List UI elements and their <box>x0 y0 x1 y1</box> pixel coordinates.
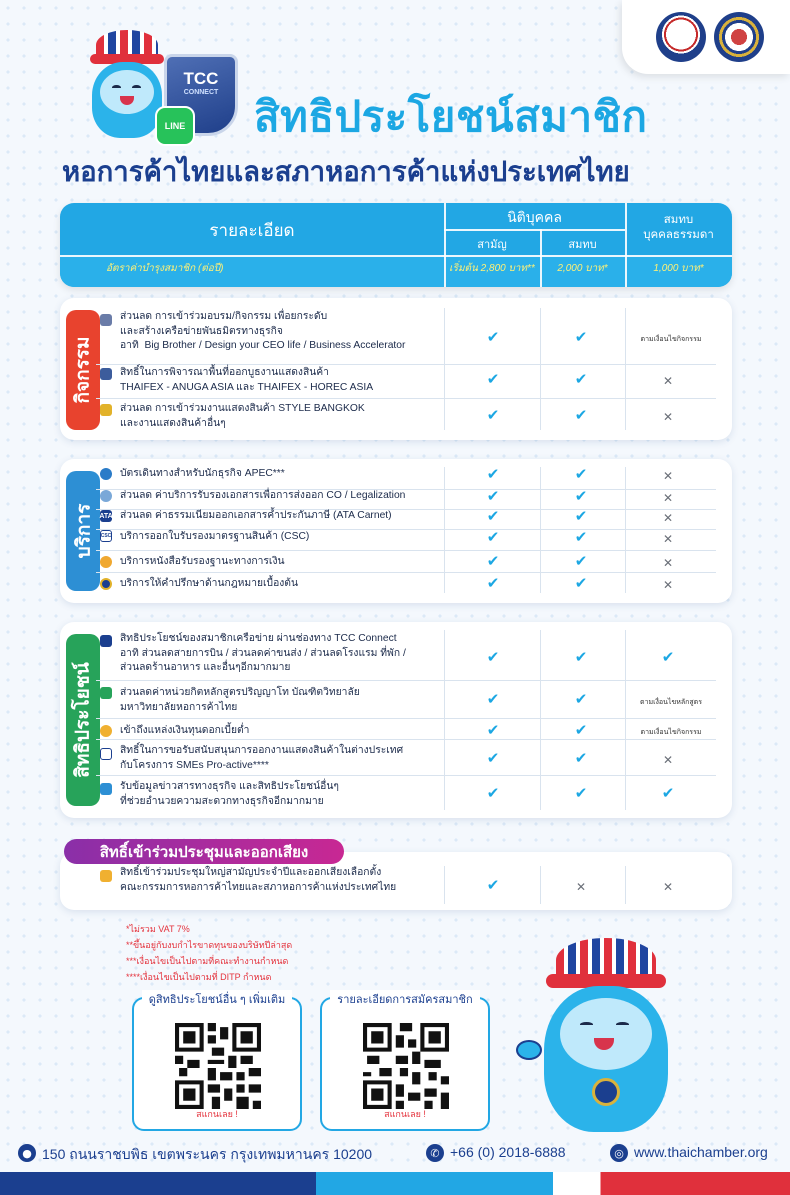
tick-icon: ✔ <box>574 370 588 388</box>
tick-icon: ✔ <box>486 465 500 483</box>
qr-scan-label: สแกนเลย ! <box>384 1109 426 1119</box>
smes-icon <box>100 748 112 760</box>
cross-icon: ✕ <box>575 880 587 894</box>
tick-icon: ✔ <box>486 487 500 505</box>
location-icon: ● <box>18 1144 36 1162</box>
tick-icon: ✔ <box>574 487 588 505</box>
cross-icon: ✕ <box>662 532 674 546</box>
tick-icon: ✔ <box>574 648 588 666</box>
cross-icon: ✕ <box>662 578 674 592</box>
ata-icon: ATA <box>100 510 112 522</box>
header-associate: สมทบ <box>568 239 597 251</box>
voting-row-1: สิทธิ์เข้าร่วมประชุมใหญ่สามัญประจำปีและออกเสียงเลือกตั้ง คณะกรรมการหอการค้าไทยและสภาหอการค้าแห่งประเทศไทย <box>120 867 397 893</box>
footnote-4: ****เงื่อนไขเป็นไปตามที่ DITP กำหนด <box>126 972 272 982</box>
apec-icon <box>100 468 112 480</box>
fee-ordinary: เริ่มต้น 2,800 บาท** <box>449 263 535 274</box>
footnote-3: ***เงื่อนไขเป็นไปตามที่คณะทำงานกำหนด <box>126 956 289 966</box>
tick-icon: ✔ <box>661 648 675 666</box>
tcc-connect-icon <box>100 635 112 647</box>
tick-icon: ✔ <box>486 370 500 388</box>
cross-icon: ✕ <box>662 491 674 505</box>
bottom-color-bar <box>0 1172 790 1195</box>
news-icon <box>100 783 112 795</box>
csc-icon: CSC <box>100 530 112 542</box>
law-icon <box>100 578 112 590</box>
tick-icon: ✔ <box>574 406 588 424</box>
benefits-tab: สิทธิประโยชน์ <box>66 634 100 806</box>
cross-icon: ✕ <box>662 374 674 388</box>
mascot-top <box>86 30 166 140</box>
finance-icon <box>100 556 112 568</box>
header-ordinary: สามัญ <box>477 239 507 251</box>
phone-icon: ✆ <box>426 1144 444 1162</box>
footnote-2: **ขึ้นอยู่กับงบกำไรขาดทุนของบริษัทปีล่าสุด <box>126 940 293 950</box>
tick-icon: ✔ <box>661 784 675 802</box>
header-juristic: นิติบุคคล <box>507 209 562 225</box>
benefits-row-1: สิทธิประโยชน์ของสมาชิกเครือข่าย ผ่านช่องทาง TCC Connect อาทิ ส่วนลดสายการบิน / ส่วนลดค่าขนส่ง / ส่วนลดโรงแรม ที่พัก / ส่วนลดร้านอาหาร และอื่นๆอีกมากมาย <box>120 633 406 673</box>
benefits-row-3: เข้าถึงแหล่งเงินทุนดอกเบี้ยต่ำ <box>120 725 250 736</box>
activities-row-2: สิทธิ์ในการพิจารณาพื้นที่ออกบูธงานแสดงสินค้า THAIFEX - ANUGA ASIA และ THAIFEX - HOREC ASIA <box>120 367 374 393</box>
tick-icon: ✔ <box>574 749 588 767</box>
footnote-1: *ไม่รวม VAT 7% <box>126 924 190 934</box>
services-row-1: บัตรเดินทางสำหรับนักธุรกิจ APEC*** <box>120 468 285 479</box>
activities-tab: กิจกรรม <box>66 310 100 430</box>
fee-label: อัตราค่าบำรุงสมาชิก (ต่อปี) <box>106 263 224 274</box>
mascot-bottom <box>530 938 680 1134</box>
board-of-trade-seal-icon <box>714 12 764 62</box>
activities-row-3: ส่วนลด การเข้าร่วมงานแสดงสินค้า STYLE BANGKOK และงานแสดงสินค้าอื่นๆ <box>120 403 365 429</box>
tick-icon: ✔ <box>574 574 588 592</box>
tick-icon: ✔ <box>574 552 588 570</box>
services-tab: บริการ <box>66 471 100 591</box>
tick-icon: ✔ <box>574 690 588 708</box>
qr-registration-label: รายละเอียดการสมัครสมาชิก <box>330 990 480 1008</box>
activities-row-1: ส่วนลด การเข้าร่วมอบรม/กิจกรรม เพื่อยกระดับ และสร้างเครือข่ายพันธมิตรทางธุรกิจ อาทิ Big Brother / Design your CEO life / Business Accelerator <box>120 311 406 351</box>
tick-icon: ✔ <box>486 784 500 802</box>
condition-note: ตามเงื่อนไขกิจกรรม <box>640 336 702 343</box>
page-subtitle: หอการค้าไทยและสภาหอการค้าแห่งประเทศไทย <box>62 156 630 187</box>
tick-icon: ✔ <box>486 406 500 424</box>
services-row-5: บริการหนังสือรับรองฐานะทางการเงิน <box>120 556 285 567</box>
cross-icon: ✕ <box>662 753 674 767</box>
footer-phone[interactable]: +66 (0) 2018-6888 <box>450 1144 566 1160</box>
tick-icon: ✔ <box>486 507 500 525</box>
tick-icon: ✔ <box>574 465 588 483</box>
services-row-4: บริการออกใบรับรองมาตรฐานสินค้า (CSC) <box>120 531 310 542</box>
membership-header <box>60 203 732 287</box>
line-icon: LINE <box>155 106 195 146</box>
cross-icon: ✕ <box>662 880 674 894</box>
benefits-row-5: รับข้อมูลข่าวสารทางธุรกิจ และสิทธิประโยชน์อื่นๆ ที่ช่วยอำนวยความสะดวกทางธุรกิจอีกมากมาย <box>120 781 339 807</box>
graduate-icon <box>100 687 112 699</box>
tick-icon: ✔ <box>486 648 500 666</box>
mascot-hand <box>516 1040 542 1060</box>
services-row-6: บริการให้คำปรึกษาด้านกฎหมายเบื้องต้น <box>120 578 299 589</box>
vote-icon <box>100 870 112 882</box>
tick-icon: ✔ <box>574 507 588 525</box>
fee-individual: 1,000 บาท* <box>653 263 704 274</box>
tick-icon: ✔ <box>486 690 500 708</box>
style-bangkok-icon <box>100 404 112 416</box>
services-row-3: ส่วนลด ค่าธรรมเนียมออกเอกสารค้ำประกันภาษี (ATA Carnet) <box>120 510 392 521</box>
booth-icon <box>100 368 112 380</box>
mascot-badge-icon <box>592 1078 620 1106</box>
tick-icon: ✔ <box>486 552 500 570</box>
tick-icon: ✔ <box>574 721 588 739</box>
coins-icon <box>100 725 112 737</box>
benefits-row-4: สิทธิ์ในการขอรับสนับสนุนการออกงานแสดงสินค้าในต่างประเทศ กับโครงการ SMEs Pro-active**** <box>120 745 404 771</box>
tick-icon: ✔ <box>574 528 588 546</box>
cross-icon: ✕ <box>662 511 674 525</box>
footer-address: 150 ถนนราชบพิธ เขตพระนคร กรุงเทพมหานคร 10200 <box>42 1146 373 1162</box>
benefits-row-2: ส่วนลดค่าหน่วยกิตหลักสูตรปริญญาโท บัณฑิตวิทยาลัย มหาวิทยาลัยหอการค้าไทย <box>120 687 360 713</box>
co-icon <box>100 490 112 502</box>
tick-icon: ✔ <box>486 574 500 592</box>
thai-chamber-seal-icon <box>656 12 706 62</box>
tick-icon: ✔ <box>574 784 588 802</box>
services-row-2: ส่วนลด ค่าบริการรับรองเอกสารเพื่อการส่งออก CO / Legalization <box>120 490 406 501</box>
tick-icon: ✔ <box>486 876 500 894</box>
page-title: สิทธิประโยชน์สมาชิก <box>254 93 648 140</box>
qr-code-icon[interactable] <box>175 1023 261 1109</box>
voting-banner: สิทธิ์เข้าร่วมประชุมและออกเสียง <box>64 839 344 864</box>
tick-icon: ✔ <box>486 528 500 546</box>
footer-website[interactable]: www.thaichamber.org <box>634 1144 768 1160</box>
header-individual-associate: สมทบ บุคคลธรรมดา <box>643 214 714 241</box>
cross-icon: ✕ <box>662 556 674 570</box>
cross-icon: ✕ <box>662 469 674 483</box>
logo-corner <box>622 0 790 74</box>
tick-icon: ✔ <box>486 721 500 739</box>
tcc-connect-badge: TCC CONNECT <box>164 54 238 136</box>
qr-registration[interactable] <box>320 994 490 1131</box>
qr-benefits[interactable] <box>132 994 302 1131</box>
condition-note: ตามเงื่อนไขหลักสูตร <box>640 699 702 706</box>
header-details: รายละเอียด <box>209 221 295 240</box>
tick-icon: ✔ <box>574 328 588 346</box>
qr-code-icon[interactable] <box>363 1023 449 1109</box>
globe-icon: ◎ <box>610 1144 628 1162</box>
fee-associate: 2,000 บาท* <box>557 263 608 274</box>
tick-icon: ✔ <box>486 328 500 346</box>
condition-note: ตามเงื่อนไขกิจกรรม <box>640 729 702 736</box>
qr-scan-label: สแกนเลย ! <box>196 1109 238 1119</box>
tick-icon: ✔ <box>486 749 500 767</box>
qr-benefits-label: ดูสิทธิประโยชน์อื่น ๆ เพิ่มเติม <box>142 990 292 1008</box>
training-icon <box>100 314 112 326</box>
cross-icon: ✕ <box>662 410 674 424</box>
